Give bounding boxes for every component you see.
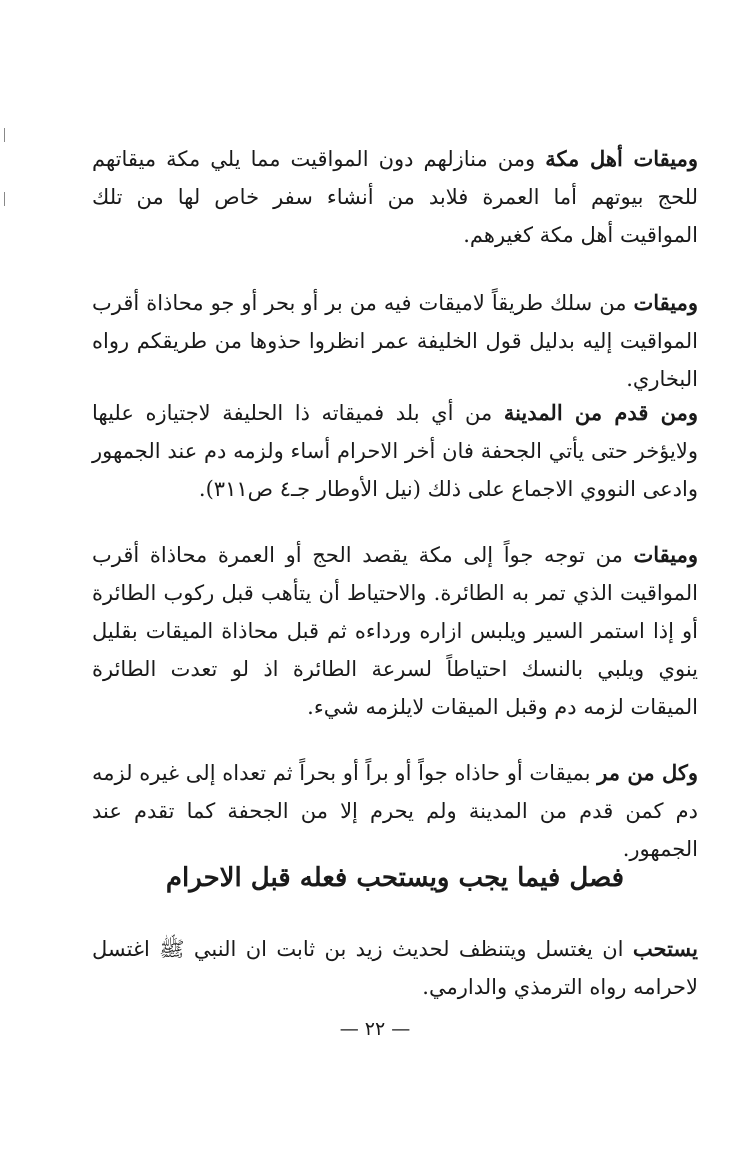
paragraph-lead: وميقات أهل مكة (545, 146, 698, 171)
paragraph-from-madinah (92, 394, 698, 508)
paragraph-body: من أي بلد فميقاته ذا الحليفة لاجتيازه عليها ولايؤخر حتى يأتي الجحفة فان أخر الاحرام أساء ولزمه دم عند الجمهور وادعى النووي الاجماع على ذلك (نيل الأوطار جـ٤ ص٣١١). (92, 401, 698, 501)
paragraph-body: من سلك طريقاً لاميقات فيه من بر أو بحر أو جو محاذاة أقرب المواقيت إليه بدليل قول الخليفة عمر انظروا حذوها من طريقكم رواه البخاري. (92, 291, 698, 391)
paragraph-body: ومن منازلهم دون المواقيت مما يلي مكة ميقاتهم للحج بيوتهم أما العمرة فلابد من أنشاء سفر خاص لها من تلك المواقيت أهل مكة كغيرهم. (92, 147, 698, 247)
paragraph-no-miqat-route (92, 284, 698, 398)
paragraph-body: من توجه جواً إلى مكة يقصد الحج أو العمرة محاذاة أقرب المواقيت الذي تمر به الطائرة. والاحتياط أن يتأهب قبل ركوب الطائرة أو إذا استمر السير ويلبس ازاره ورداءه ثم قبل محاذاة الميقات بقليل ينوي ويلبي بالنسك احتياطاً لسرعة الطائرة اذ لو تعدت الطائرة الميقات لزمه دم وقبل الميقات لايلزمه شيء. (92, 543, 698, 719)
scan-edge-mark (4, 192, 5, 206)
paragraph-body: بميقات أو حاذاه جواً أو براً أو بحراً ثم تعداه إلى غيره لزمه دم كمن قدم من المدينة ولم يحرم إلا من الجحفة كما تقدم عند الجمهور. (92, 761, 698, 861)
paragraph-body: ان يغتسل ويتنظف لحديث زيد بن ثابت ان النبي ﷺ اغتسل لاحرامه رواه الترمذي والدارمي. (92, 937, 698, 999)
paragraph-lead: وميقات (633, 290, 698, 315)
page-number: — ٢٢ — (339, 1018, 411, 1040)
paragraph-by-air (92, 536, 698, 726)
paragraph-lead: ومن قدم من المدينة (503, 400, 698, 425)
section-heading: فصل فيما يجب ويستحب فعله قبل الاحرام (165, 863, 625, 893)
paragraph-passing-miqat (92, 754, 698, 868)
paragraph-ghusl (92, 930, 698, 1006)
paragraph-lead: وميقات (633, 542, 698, 567)
scan-edge-mark (4, 128, 5, 142)
paragraph-lead: يستحب (632, 936, 698, 961)
paragraph-makkah-miqat (92, 140, 698, 254)
paragraph-lead: وكل من مر (597, 760, 698, 785)
